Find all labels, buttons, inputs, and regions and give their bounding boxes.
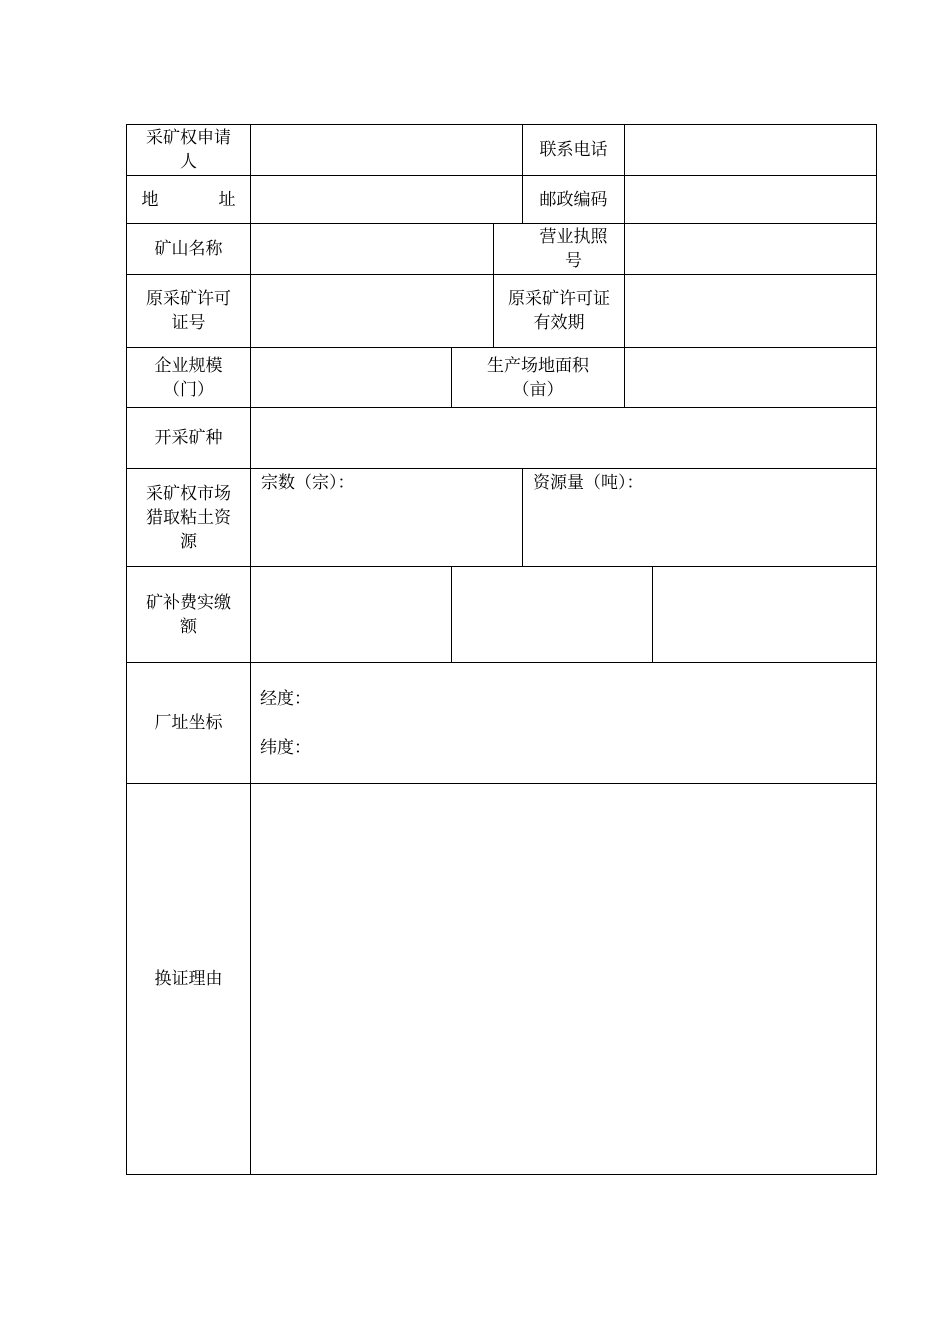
production-area-label-cell — [452, 348, 624, 407]
market-clay-label-cell — [127, 469, 250, 566]
fee-input-1[interactable] — [251, 567, 451, 662]
production-area-input[interactable] — [625, 348, 876, 407]
license-no-label: 营业执照号 — [539, 227, 608, 271]
phone-label-cell — [523, 125, 624, 175]
mine-name-input[interactable] — [251, 224, 493, 274]
enterprise-scale-label: 企业规模（门） — [154, 355, 223, 400]
fee-input-2[interactable] — [452, 567, 652, 662]
coords-label-cell — [127, 663, 250, 783]
coords-input[interactable] — [251, 663, 876, 783]
coords-label: 厂址坐标 — [154, 713, 223, 733]
applicant-input[interactable] — [251, 125, 522, 175]
phone-label: 联系电话 — [539, 140, 608, 160]
resource-label: 资源量（吨）： — [533, 473, 644, 493]
license-no-label-cell — [523, 224, 624, 274]
table-border-right — [876, 124, 877, 1175]
reason-input[interactable] — [251, 784, 876, 1174]
address-label-left: 地 — [141, 189, 159, 210]
orig-permit-validity-label: 原采矿许可证有效期 — [508, 289, 610, 333]
mineral-type-label: 开采矿种 — [154, 428, 223, 448]
market-clay-label: 采矿权市场猎取粘土资源 — [146, 483, 231, 552]
postcode-label: 邮政编码 — [539, 189, 608, 210]
longitude-label: 经度： — [260, 689, 311, 709]
fee-label-cell — [127, 567, 250, 662]
postcode-label-cell — [523, 176, 624, 223]
mineral-type-input[interactable] — [251, 408, 876, 468]
phone-input[interactable] — [625, 125, 876, 175]
latitude-label: 纬度： — [260, 738, 311, 758]
address-input[interactable] — [251, 176, 522, 223]
license-no-input[interactable] — [625, 224, 876, 274]
orig-permit-no-label: 原采矿许可证号 — [146, 289, 231, 333]
enterprise-scale-label-cell — [127, 348, 250, 407]
resource-cell[interactable] — [523, 469, 876, 566]
mine-name-label-cell — [127, 224, 250, 274]
address-label-right: 址 — [218, 189, 236, 210]
count-cell[interactable] — [251, 469, 522, 566]
orig-permit-no-label-cell — [127, 275, 250, 347]
mineral-type-label-cell — [127, 408, 250, 468]
mine-name-label: 矿山名称 — [154, 239, 223, 259]
fee-label: 矿补费实缴额 — [146, 592, 231, 637]
count-label: 宗数（宗）： — [261, 473, 355, 493]
table-border-bottom — [126, 1174, 877, 1175]
applicant-label: 采矿权申请人 — [146, 128, 231, 172]
enterprise-scale-input[interactable] — [251, 348, 451, 407]
cell-divider — [493, 223, 494, 274]
orig-permit-no-input[interactable] — [251, 275, 493, 347]
orig-permit-validity-input[interactable] — [625, 275, 876, 347]
applicant-label-cell — [127, 125, 250, 175]
reason-label: 换证理由 — [154, 969, 223, 989]
fee-input-3[interactable] — [653, 567, 876, 662]
orig-permit-validity-label-cell — [494, 275, 624, 347]
reason-label-cell — [127, 784, 250, 1174]
production-area-label: 生产场地面积（亩） — [487, 355, 589, 400]
address-label-cell — [127, 176, 250, 223]
address-label — [142, 188, 236, 212]
postcode-input[interactable] — [625, 176, 876, 223]
